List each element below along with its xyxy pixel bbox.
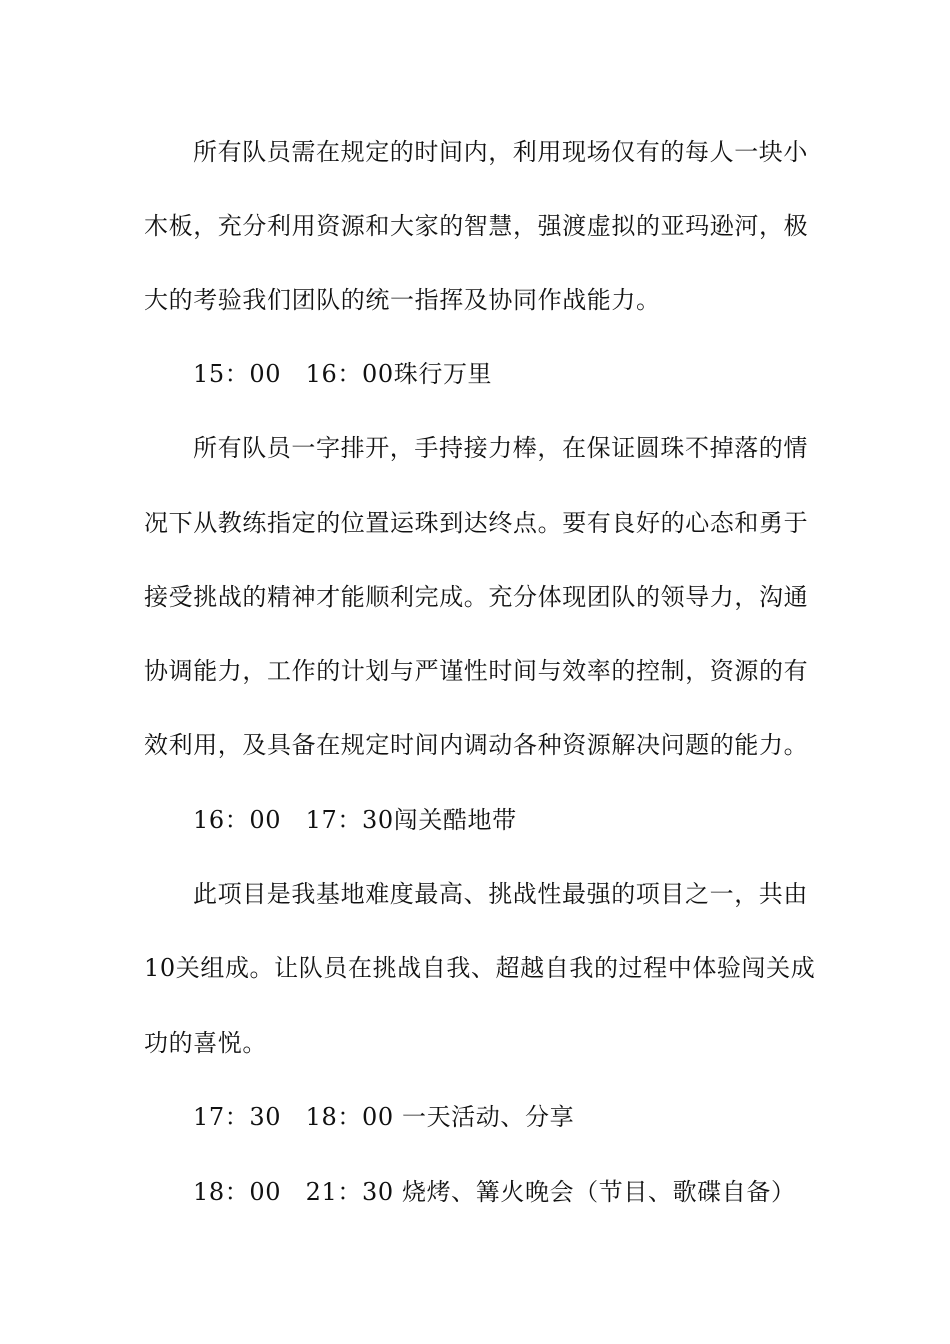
paragraph-line: 大的考验我们团队的统一指挥及协同作战能力。 xyxy=(144,286,661,314)
schedule-heading: 15：00 16：00珠行万里 xyxy=(193,360,493,388)
schedule-heading: 18：00 21：30 烧烤、篝火晚会（节目、歌碟自备） xyxy=(193,1178,796,1206)
paragraph-line: 此项目是我基地难度最高、挑战性最强的项目之一，共由 xyxy=(193,880,808,908)
paragraph-line: 所有队员一字排开，手持接力棒，在保证圆珠不掉落的情 xyxy=(193,434,808,462)
paragraph-line: 木板，充分利用资源和大家的智慧，强渡虚拟的亚玛逊河，极 xyxy=(144,212,809,240)
paragraph-line: 况下从教练指定的位置运珠到达终点。要有良好的心态和勇于 xyxy=(144,509,809,537)
paragraph-line: 协调能力，工作的计划与严谨性时间与效率的控制，资源的有 xyxy=(144,657,809,685)
paragraph-line: 所有队员需在规定的时间内，利用现场仅有的每人一块小 xyxy=(193,138,808,166)
schedule-heading: 16：00 17：30闯关酷地带 xyxy=(193,806,517,834)
paragraph-line: 功的喜悦。 xyxy=(144,1029,267,1057)
paragraph-line: 效利用，及具备在规定时间内调动各种资源解决问题的能力。 xyxy=(144,731,809,759)
schedule-heading: 17：30 18：00 一天活动、分享 xyxy=(193,1103,575,1131)
paragraph-line: 接受挑战的精神才能顺利完成。充分体现团队的领导力，沟通 xyxy=(144,583,809,611)
paragraph-line: 10关组成。让队员在挑战自我、超越自我的过程中体验闯关成 xyxy=(144,954,816,982)
